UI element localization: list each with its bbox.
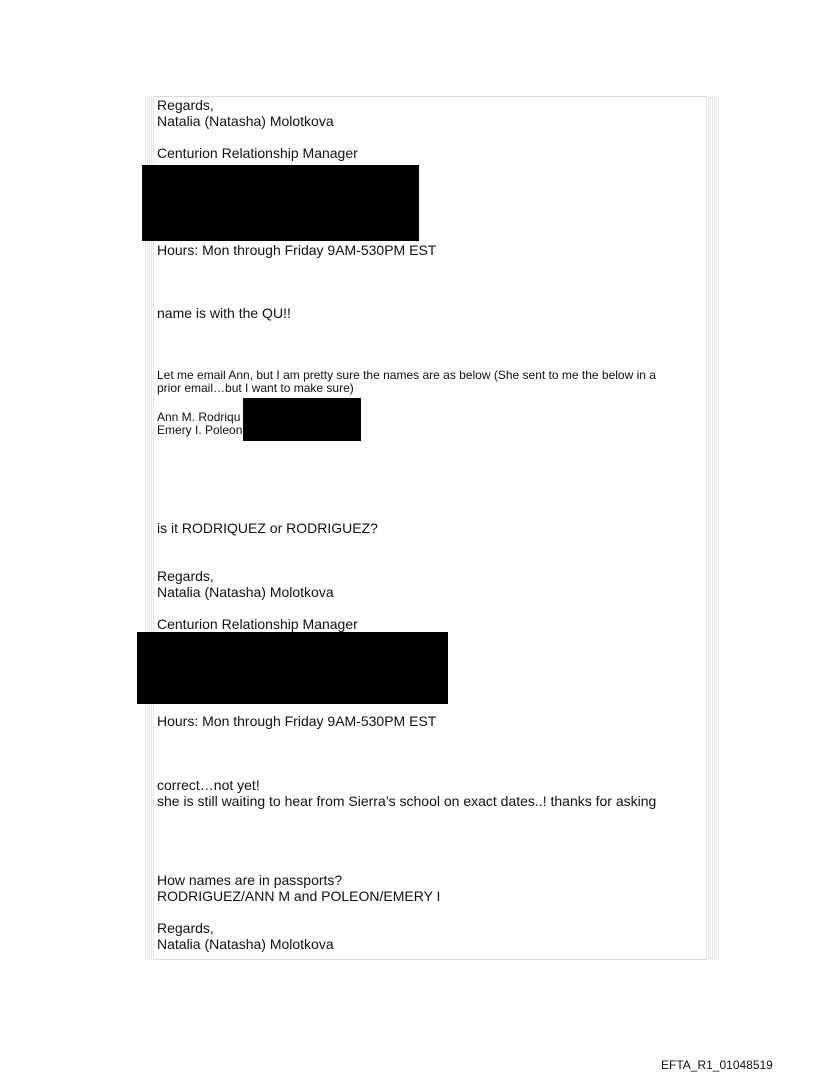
- bates-number: EFTA_R1_01048519: [661, 1058, 773, 1072]
- signature-title: Centurion Relationship Manager: [157, 616, 358, 632]
- message-ann-line1: Let me email Ann, but I am pretty sure the names are as below (She sent to me the below in a: [157, 368, 656, 382]
- question-passports: How names are in passports?: [157, 872, 343, 888]
- signature-regards: Regards,: [157, 568, 214, 584]
- signature-regards: Regards,: [157, 920, 214, 936]
- redaction-box: [142, 165, 419, 241]
- names-line1: Ann M. Rodriqu: [157, 410, 241, 424]
- message-correct-line2: she is still waiting to hear from Sierra’s school on exact dates..! thanks for asking: [157, 793, 657, 809]
- question-spelling: is it RODRIQUEZ or RODRIGUEZ?: [157, 520, 378, 536]
- redaction-box: [243, 398, 361, 441]
- passport-names: RODRIGUEZ/ANN M and POLEON/EMERY I: [157, 888, 441, 904]
- signature-name: Natalia (Natasha) Molotkova: [157, 113, 334, 129]
- message-ann-line2: prior email…but I want to make sure): [157, 381, 354, 395]
- signature-title: Centurion Relationship Manager: [157, 145, 358, 161]
- message-correct-line1: correct…not yet!: [157, 777, 260, 793]
- message-qu: name is with the QU!!: [157, 305, 291, 321]
- signature-name: Natalia (Natasha) Molotkova: [157, 584, 334, 600]
- signature-hours: Hours: Mon through Friday 9AM-530PM EST: [157, 713, 437, 729]
- redaction-box: [137, 632, 448, 704]
- signature-name: Natalia (Natasha) Molotkova: [157, 936, 334, 952]
- signature-regards: Regards,: [157, 97, 214, 113]
- names-line2: Emery I. Poleon: [157, 423, 243, 437]
- signature-hours: Hours: Mon through Friday 9AM-530PM EST: [157, 242, 437, 258]
- right-border-stripe: [706, 96, 720, 960]
